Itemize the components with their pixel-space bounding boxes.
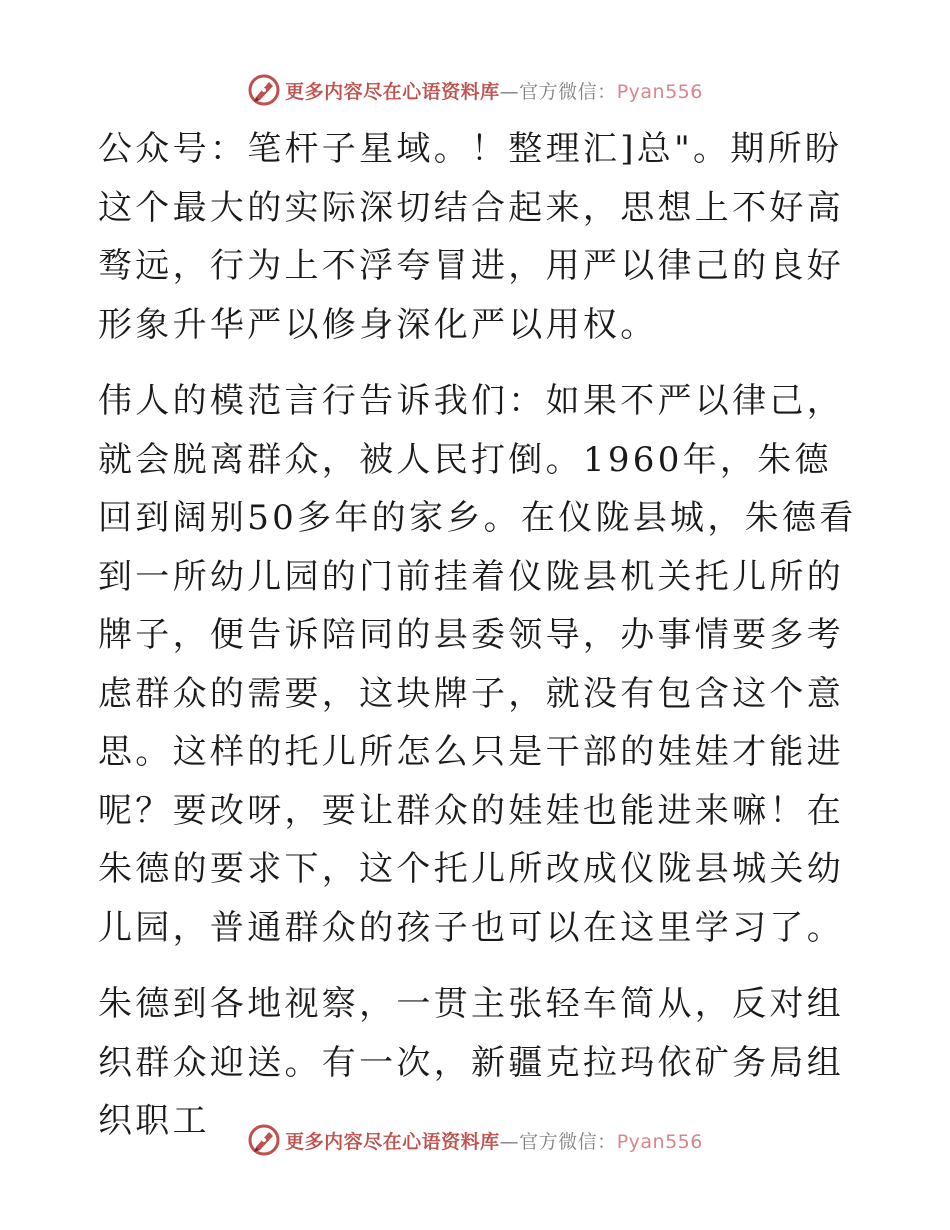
footer-banner-text	[285, 1127, 703, 1154]
header-banner-wechat: 官方微信：	[519, 80, 617, 103]
paragraph-3: 朱德到各地视察，一贯主张轻车简从，反对组织群众迎送。有一次，新疆克拉玛依矿务局组织职工	[98, 984, 844, 1141]
document-body	[98, 120, 858, 1151]
footer-banner-main: 更多内容尽在心语资料库	[285, 1130, 500, 1153]
footer-banner	[0, 1120, 950, 1160]
footer-banner-id: Pyan556	[616, 1130, 703, 1153]
pen-nib-logo-icon	[247, 73, 281, 107]
footer-banner-separator: —	[499, 1130, 520, 1153]
header-banner-text	[285, 77, 703, 104]
pen-nib-logo-icon	[247, 1123, 281, 1157]
footer-banner-wechat: 官方微信：	[519, 1130, 617, 1153]
paragraph-2: 伟人的模范言行告诉我们：如果不严以律己，就会脱离群众，被人民打倒。1960年，朱德回到阔别50多年的家乡。在仪陇县城，朱德看到一所幼儿园的门前挂着仪陇县机关托儿所的牌子，便告诉陪同的县委领导，办事情要多考虑群众的需要，这块牌子，就没有包含这个意思。这样的托儿所怎么只是干部的娃娃才能进呢？要改呀，要让群众的娃娃也能进来嘛！在朱德的要求下，这个托儿所改成仪陇县城关幼儿园，普通群众的孩子也可以在这里学习了。	[98, 381, 857, 948]
header-banner-main: 更多内容尽在心语资料库	[285, 80, 500, 103]
header-banner-separator: —	[499, 80, 520, 103]
header-banner-id: Pyan556	[616, 80, 703, 103]
paragraph-1: 公众号：笔杆子星域。！整理汇]总"。期所盼这个最大的实际深切结合起来，思想上不好高骛远，行为上不浮夸冒进，用严以律己的良好形象升华严以修身深化严以用权。	[98, 129, 844, 345]
header-banner	[0, 70, 950, 110]
